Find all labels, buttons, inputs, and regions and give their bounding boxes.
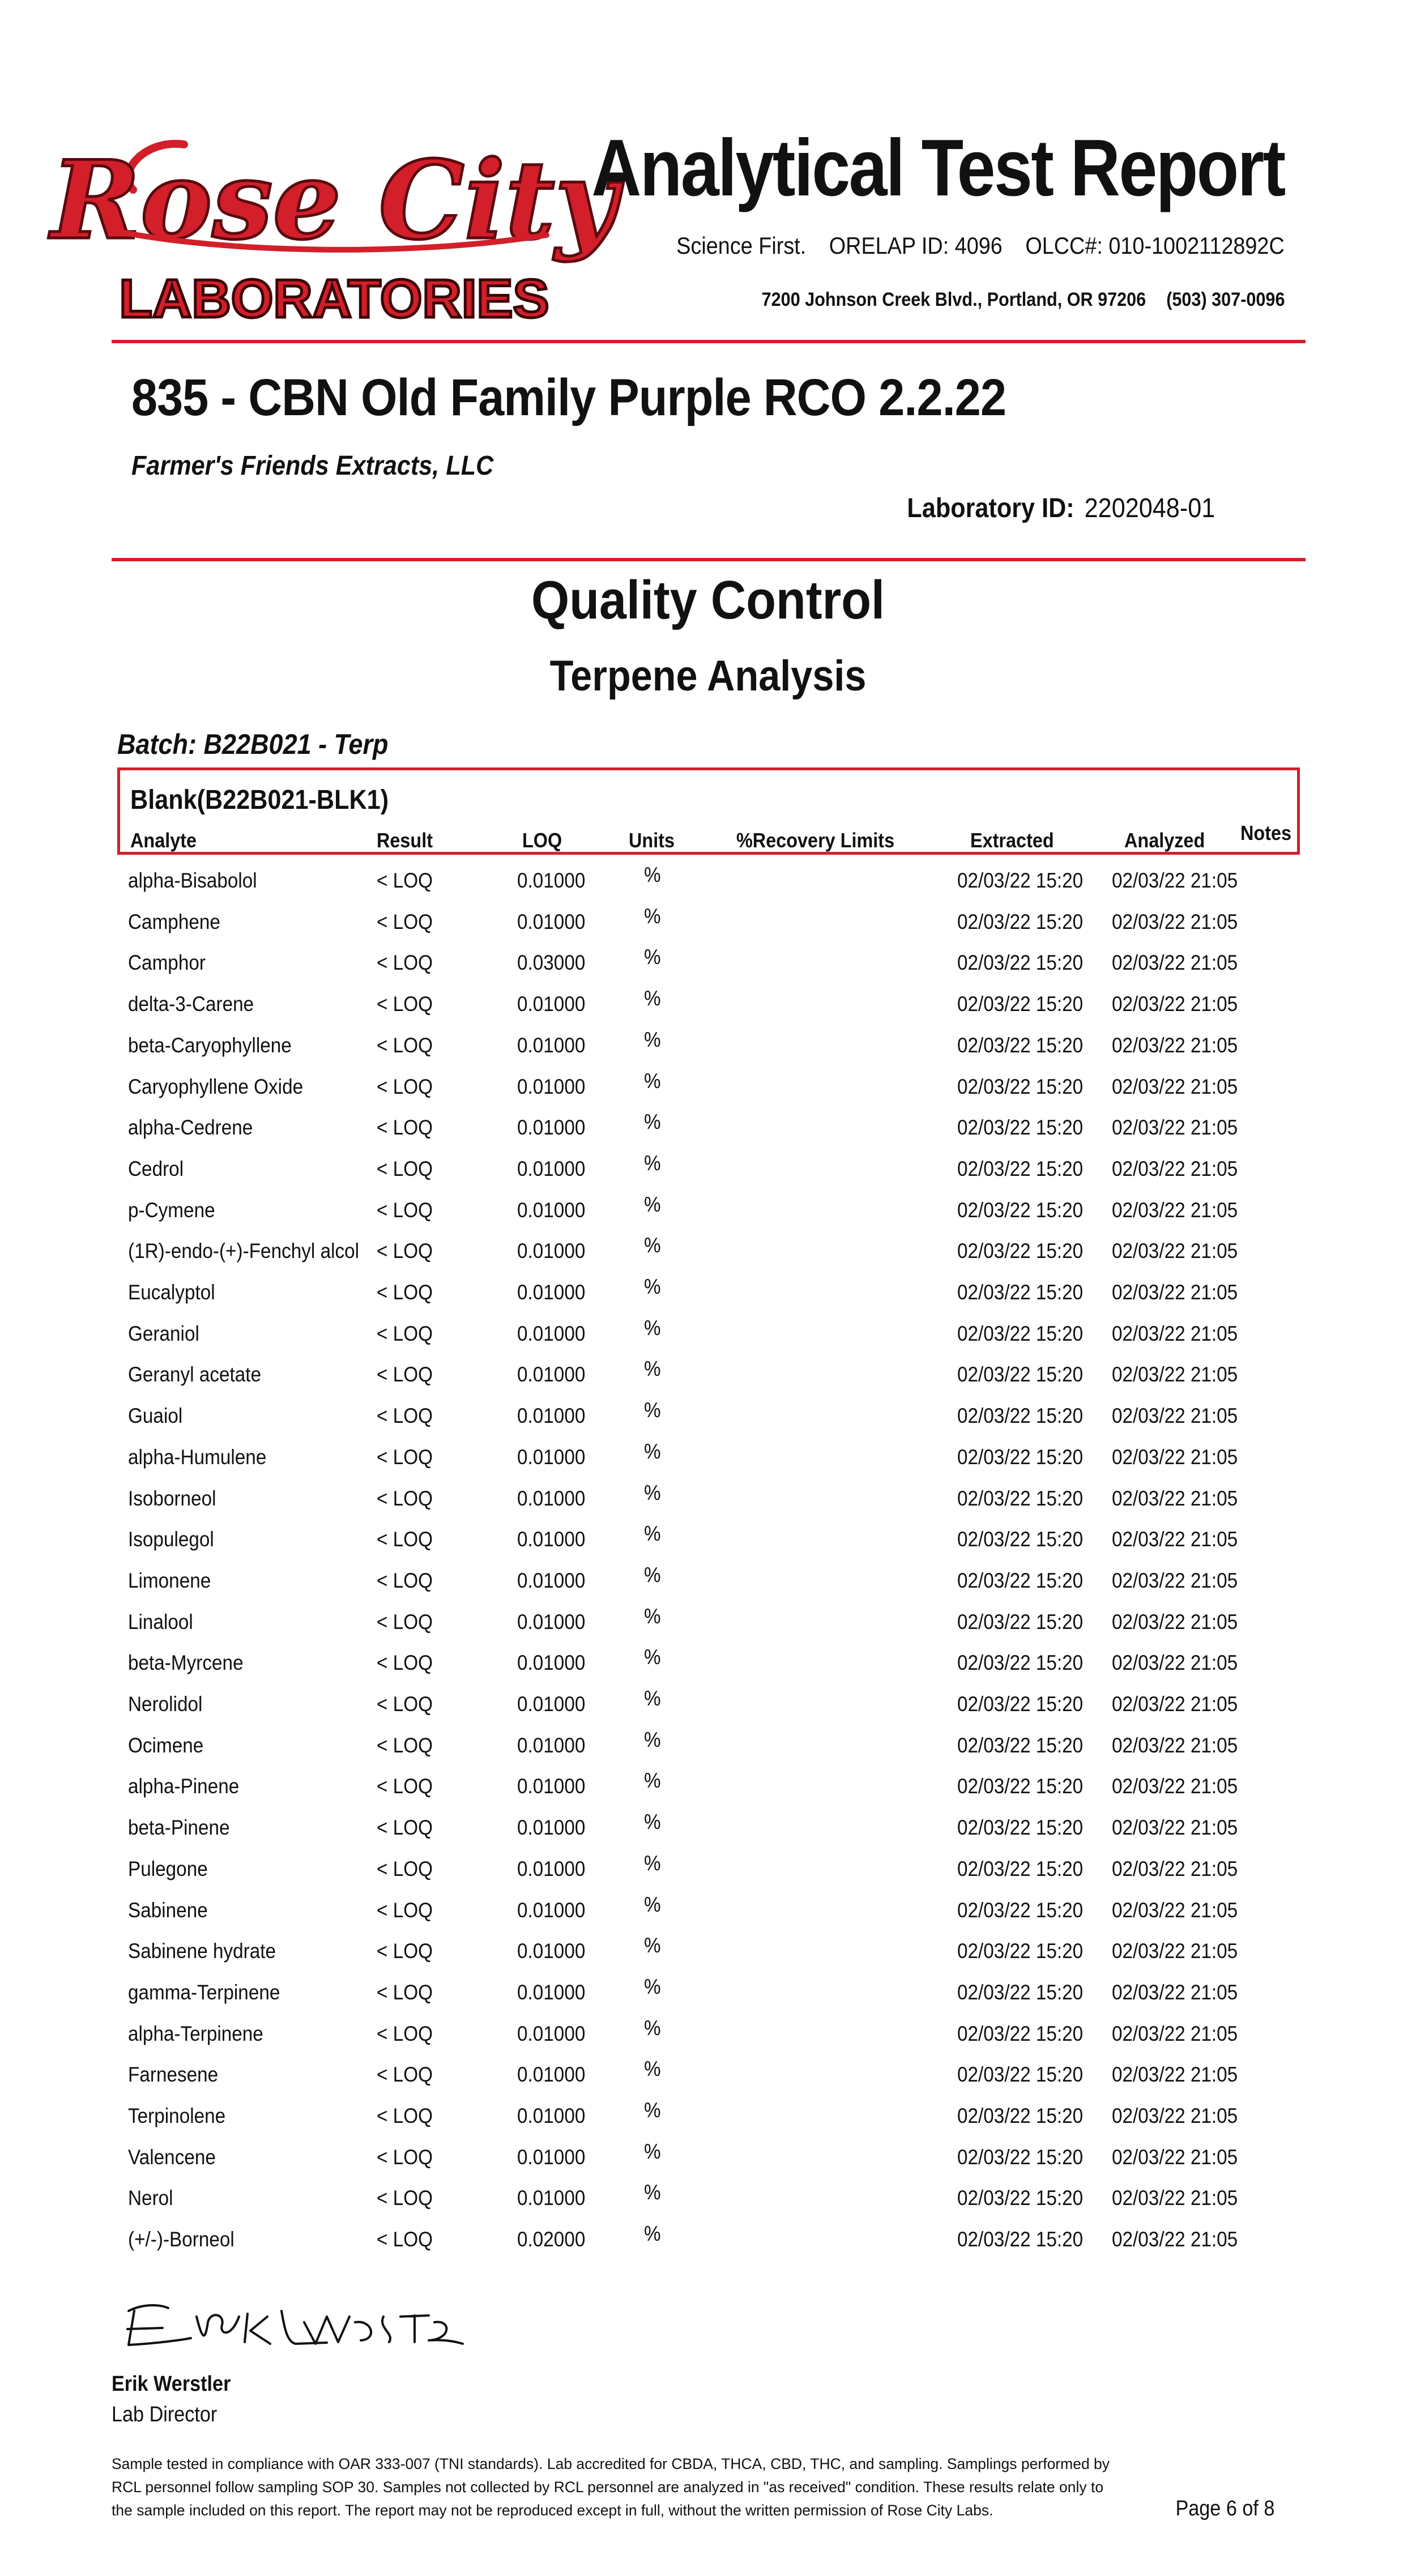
analyte-cell: (+/-)-Borneol xyxy=(128,2228,234,2251)
rose-city-logo xyxy=(50,105,618,331)
analyzed-cell: 02/03/22 21:05 xyxy=(1112,2186,1238,2210)
laboratory-id-label: Laboratory ID: xyxy=(907,493,1074,523)
loq-cell: 0.01000 xyxy=(517,2186,586,2210)
analyte-cell: Terpinolene xyxy=(128,2104,226,2127)
header-divider xyxy=(112,340,1306,343)
table-row xyxy=(0,2220,1416,2261)
analyzed-cell: 02/03/22 21:05 xyxy=(1112,1528,1238,1551)
analyzed-cell: 02/03/22 21:05 xyxy=(1112,2021,1238,2045)
client-name: Farmer's Friends Extracts, LLC xyxy=(131,451,494,481)
result-cell: < LOQ xyxy=(377,1239,433,1263)
orelap-id: ORELAP ID: 4096 xyxy=(829,232,1003,259)
analyzed-cell: 02/03/22 21:05 xyxy=(1112,1816,1238,1840)
loq-cell: 0.01000 xyxy=(517,1528,586,1551)
result-cell: < LOQ xyxy=(377,2104,433,2127)
analyte-cell: alpha-Cedrene xyxy=(128,1116,253,1140)
analyzed-cell: 02/03/22 21:05 xyxy=(1112,1198,1238,1222)
result-cell: < LOQ xyxy=(377,1198,433,1222)
table-row xyxy=(0,1108,1416,1149)
table-row xyxy=(0,2178,1416,2219)
extracted-cell: 02/03/22 15:20 xyxy=(957,1610,1084,1634)
result-cell: < LOQ xyxy=(377,910,433,933)
extracted-cell: 02/03/22 15:20 xyxy=(957,1445,1084,1469)
col-header-analyte: Analyte xyxy=(130,829,197,852)
loq-cell: 0.01000 xyxy=(517,1939,586,1963)
loq-cell: 0.01000 xyxy=(517,2145,586,2169)
analyzed-cell: 02/03/22 21:05 xyxy=(1112,1281,1238,1304)
extracted-cell: 02/03/22 15:20 xyxy=(957,2186,1084,2210)
table-row xyxy=(0,1643,1416,1684)
units-cell: % xyxy=(644,1316,661,1340)
result-cell: < LOQ xyxy=(377,951,433,975)
loq-cell: 0.01000 xyxy=(517,1857,586,1880)
analyte-cell: beta-Pinene xyxy=(128,1816,230,1840)
units-cell: % xyxy=(644,945,661,969)
lab-address: 7200 Johnson Creek Blvd., Portland, OR 97206 xyxy=(761,289,1146,310)
table-row xyxy=(0,1067,1416,1108)
extracted-cell: 02/03/22 15:20 xyxy=(957,1939,1084,1963)
loq-cell: 0.01000 xyxy=(517,1033,586,1057)
units-cell: % xyxy=(644,1604,661,1628)
table-row xyxy=(0,1149,1416,1190)
analyte-cell: beta-Myrcene xyxy=(128,1651,244,1675)
extracted-cell: 02/03/22 15:20 xyxy=(957,1404,1084,1428)
analyzed-cell: 02/03/22 21:05 xyxy=(1112,1074,1238,1098)
result-cell: < LOQ xyxy=(377,1651,433,1675)
extracted-cell: 02/03/22 15:20 xyxy=(957,1074,1084,1098)
loq-cell: 0.01000 xyxy=(517,1980,586,2004)
analyte-cell: Geraniol xyxy=(128,1321,199,1345)
analyte-cell: Nerol xyxy=(128,2186,173,2210)
analyzed-cell: 02/03/22 21:05 xyxy=(1112,2145,1238,2169)
extracted-cell: 02/03/22 15:20 xyxy=(957,1692,1084,1716)
table-row xyxy=(0,1314,1416,1355)
analyzed-cell: 02/03/22 21:05 xyxy=(1112,2063,1238,2087)
units-cell: % xyxy=(644,1069,661,1093)
section-title: Quality Control xyxy=(531,570,885,630)
analyzed-cell: 02/03/22 21:05 xyxy=(1112,910,1238,933)
result-cell: < LOQ xyxy=(377,1486,433,1510)
product-name: 835 - CBN Old Family Purple RCO 2.2.22 xyxy=(131,369,1006,427)
table-row xyxy=(0,2138,1416,2178)
result-cell: < LOQ xyxy=(377,1074,433,1098)
tagline: Science First. xyxy=(676,232,807,259)
analyzed-cell: 02/03/22 21:05 xyxy=(1112,1733,1238,1757)
analyzed-cell: 02/03/22 21:05 xyxy=(1112,1939,1238,1963)
units-cell: % xyxy=(644,1357,661,1381)
result-cell: < LOQ xyxy=(377,1816,433,1840)
compliance-note: Sample tested in compliance with OAR 333-007 (TNI standards). Lab accredited for CBDA, THCA, CBD, THC, and sampling. Samplings performed by RCL personnel follow sampling SOP 30. Samples not collected by RCL personnel are analyzed in "as received" condition. These results relate only to the sample included on this report. The report may not be reproduced except in full, without the written permission of Rose City Labs. xyxy=(112,2455,1110,2519)
extracted-cell: 02/03/22 15:20 xyxy=(957,1857,1084,1880)
result-cell: < LOQ xyxy=(377,1898,433,1922)
table-row xyxy=(0,1767,1416,1807)
analyzed-cell: 02/03/22 21:05 xyxy=(1112,1486,1238,1510)
analyte-cell: Eucalyptol xyxy=(128,1281,215,1304)
analyzed-cell: 02/03/22 21:05 xyxy=(1112,1651,1238,1675)
units-cell: % xyxy=(644,1110,661,1134)
analyzed-cell: 02/03/22 21:05 xyxy=(1112,1445,1238,1469)
table-row xyxy=(0,2014,1416,2055)
table-row xyxy=(0,943,1416,984)
loq-cell: 0.01000 xyxy=(517,1486,586,1510)
laboratory-id-value: 2202048-01 xyxy=(1084,493,1215,523)
svg-text:Rose City: Rose City xyxy=(50,137,618,263)
units-cell: % xyxy=(644,1398,661,1422)
extracted-cell: 02/03/22 15:20 xyxy=(957,1033,1084,1057)
extracted-cell: 02/03/22 15:20 xyxy=(957,1816,1084,1840)
result-cell: < LOQ xyxy=(377,1321,433,1345)
extracted-cell: 02/03/22 15:20 xyxy=(957,2228,1084,2251)
analyte-cell: Guaiol xyxy=(128,1404,183,1428)
extracted-cell: 02/03/22 15:20 xyxy=(957,1980,1084,2004)
analyte-cell: p-Cymene xyxy=(128,1198,215,1222)
loq-cell: 0.01000 xyxy=(517,2021,586,2045)
loq-cell: 0.01000 xyxy=(517,1239,586,1263)
loq-cell: 0.01000 xyxy=(517,910,586,933)
table-row xyxy=(0,1973,1416,2014)
units-cell: % xyxy=(644,1027,661,1051)
table-row xyxy=(0,1231,1416,1272)
loq-cell: 0.01000 xyxy=(517,992,586,1016)
analyzed-cell: 02/03/22 21:05 xyxy=(1112,1404,1238,1428)
result-cell: < LOQ xyxy=(377,1033,433,1057)
analyzed-cell: 02/03/22 21:05 xyxy=(1112,951,1238,975)
extracted-cell: 02/03/22 15:20 xyxy=(957,2021,1084,2045)
extracted-cell: 02/03/22 15:20 xyxy=(957,1528,1084,1551)
result-cell: < LOQ xyxy=(377,2228,433,2251)
analyte-cell: Limonene xyxy=(128,1568,211,1592)
table-row xyxy=(0,1355,1416,1396)
units-cell: % xyxy=(644,1234,661,1257)
col-header-loq: LOQ xyxy=(522,829,562,852)
table-row xyxy=(0,1561,1416,1602)
loq-cell: 0.01000 xyxy=(517,1816,586,1840)
extracted-cell: 02/03/22 15:20 xyxy=(957,1775,1084,1798)
extracted-cell: 02/03/22 15:20 xyxy=(957,1157,1084,1180)
table-row xyxy=(0,1684,1416,1725)
extracted-cell: 02/03/22 15:20 xyxy=(957,1239,1084,1263)
extracted-cell: 02/03/22 15:20 xyxy=(957,2145,1084,2169)
units-cell: % xyxy=(644,2139,661,2163)
analyte-cell: Nerolidol xyxy=(128,1692,203,1716)
units-cell: % xyxy=(644,904,661,928)
extracted-cell: 02/03/22 15:20 xyxy=(957,1321,1084,1345)
result-cell: < LOQ xyxy=(377,992,433,1016)
units-cell: % xyxy=(644,863,661,886)
analyte-cell: Camphor xyxy=(128,951,206,975)
analyzed-cell: 02/03/22 21:05 xyxy=(1112,869,1238,892)
olcc-number: OLCC#: 010-1002112892C xyxy=(1025,232,1285,259)
signer-title: Lab Director xyxy=(112,2403,217,2426)
extracted-cell: 02/03/22 15:20 xyxy=(957,2063,1084,2087)
analyte-cell: Farnesene xyxy=(128,2063,219,2087)
units-cell: % xyxy=(644,1275,661,1298)
result-cell: < LOQ xyxy=(377,1157,433,1180)
loq-cell: 0.01000 xyxy=(517,1198,586,1222)
units-cell: % xyxy=(644,1151,661,1175)
extracted-cell: 02/03/22 15:20 xyxy=(957,1198,1084,1222)
analyzed-cell: 02/03/22 21:05 xyxy=(1112,1775,1238,1798)
units-cell: % xyxy=(644,1687,661,1710)
loq-cell: 0.01000 xyxy=(517,1445,586,1469)
result-cell: < LOQ xyxy=(377,1939,433,1963)
units-cell: % xyxy=(644,1769,661,1793)
result-cell: < LOQ xyxy=(377,1404,433,1428)
units-cell: % xyxy=(644,2099,661,2122)
result-cell: < LOQ xyxy=(377,1528,433,1551)
analyte-cell: (1R)-endo-(+)-Fenchyl alcol xyxy=(128,1239,360,1263)
analyte-cell: Pulegone xyxy=(128,1857,208,1880)
extracted-cell: 02/03/22 15:20 xyxy=(957,1486,1084,1510)
sample-divider xyxy=(112,558,1306,561)
table-row xyxy=(0,1602,1416,1643)
analyte-cell: Ocimene xyxy=(128,1733,204,1757)
analyte-cell: Isopulegol xyxy=(128,1528,214,1551)
loq-cell: 0.01000 xyxy=(517,1281,586,1304)
extracted-cell: 02/03/22 15:20 xyxy=(957,1733,1084,1757)
analyzed-cell: 02/03/22 21:05 xyxy=(1112,1898,1238,1922)
report-title: Analytical Test Report xyxy=(591,123,1285,213)
result-cell: < LOQ xyxy=(377,2186,433,2210)
analyzed-cell: 02/03/22 21:05 xyxy=(1112,1116,1238,1140)
analyzed-cell: 02/03/22 21:05 xyxy=(1112,1239,1238,1263)
loq-cell: 0.01000 xyxy=(517,1321,586,1345)
units-cell: % xyxy=(644,1563,661,1586)
units-cell: % xyxy=(644,1192,661,1216)
table-row xyxy=(0,984,1416,1025)
loq-cell: 0.01000 xyxy=(517,1651,586,1675)
result-cell: < LOQ xyxy=(377,2063,433,2087)
loq-cell: 0.01000 xyxy=(517,1404,586,1428)
analyzed-cell: 02/03/22 21:05 xyxy=(1112,1610,1238,1634)
units-cell: % xyxy=(644,1892,661,1916)
analyte-cell: alpha-Pinene xyxy=(128,1775,240,1798)
lab-credentials xyxy=(677,232,1285,259)
analyte-cell: Isoborneol xyxy=(128,1486,216,1510)
loq-cell: 0.01000 xyxy=(517,1775,586,1798)
units-cell: % xyxy=(644,1810,661,1834)
result-cell: < LOQ xyxy=(377,1363,433,1387)
result-cell: < LOQ xyxy=(377,1857,433,1880)
director-signature xyxy=(112,2277,468,2356)
extracted-cell: 02/03/22 15:20 xyxy=(957,869,1084,892)
table-row xyxy=(0,2055,1416,2096)
extracted-cell: 02/03/22 15:20 xyxy=(957,910,1084,933)
extracted-cell: 02/03/22 15:20 xyxy=(957,1281,1084,1304)
loq-cell: 0.03000 xyxy=(517,951,586,975)
result-cell: < LOQ xyxy=(377,869,433,892)
extracted-cell: 02/03/22 15:20 xyxy=(957,1651,1084,1675)
svg-text:LABORATORIES: LABORATORIES xyxy=(119,268,549,329)
table-row xyxy=(0,1849,1416,1890)
units-cell: % xyxy=(644,2181,661,2204)
result-cell: < LOQ xyxy=(377,2145,433,2169)
analyzed-cell: 02/03/22 21:05 xyxy=(1112,1157,1238,1180)
result-cell: < LOQ xyxy=(377,1610,433,1634)
col-header-notes: Notes xyxy=(1240,821,1292,845)
table-row xyxy=(0,1891,1416,1931)
col-header-recovery: %Recovery Limits xyxy=(736,829,895,852)
units-cell: % xyxy=(644,2016,661,2040)
loq-cell: 0.01000 xyxy=(517,1363,586,1387)
units-cell: % xyxy=(644,2222,661,2246)
analyte-cell: delta-3-Carene xyxy=(128,992,254,1016)
batch-label: Batch: B22B021 - Terp xyxy=(117,728,389,760)
loq-cell: 0.01000 xyxy=(517,2104,586,2127)
analyzed-cell: 02/03/22 21:05 xyxy=(1112,1857,1238,1880)
extracted-cell: 02/03/22 15:20 xyxy=(957,2104,1084,2127)
blank-id: Blank(B22B021-BLK1) xyxy=(130,785,389,815)
table-row xyxy=(0,861,1416,902)
loq-cell: 0.01000 xyxy=(517,1692,586,1716)
table-row xyxy=(0,1438,1416,1478)
analyte-cell: Cedrol xyxy=(128,1157,184,1180)
loq-cell: 0.01000 xyxy=(517,869,586,892)
result-cell: < LOQ xyxy=(377,1775,433,1798)
units-cell: % xyxy=(644,1522,661,1546)
extracted-cell: 02/03/22 15:20 xyxy=(957,951,1084,975)
result-cell: < LOQ xyxy=(377,1692,433,1716)
analyte-cell: Camphene xyxy=(128,910,220,933)
loq-cell: 0.02000 xyxy=(517,2228,586,2251)
table-row xyxy=(0,1396,1416,1437)
loq-cell: 0.01000 xyxy=(517,1610,586,1634)
units-cell: % xyxy=(644,1974,661,1998)
loq-cell: 0.01000 xyxy=(517,1898,586,1922)
col-header-units: Units xyxy=(629,829,675,852)
table-row xyxy=(0,1931,1416,1972)
analyte-cell: alpha-Humulene xyxy=(128,1445,267,1469)
col-header-extracted: Extracted xyxy=(970,829,1054,852)
analyte-cell: alpha-Bisabolol xyxy=(128,869,257,892)
col-header-analyzed: Analyzed xyxy=(1124,829,1205,852)
analyzed-cell: 02/03/22 21:05 xyxy=(1112,1568,1238,1592)
analyte-cell: Sabinene hydrate xyxy=(128,1939,276,1963)
col-header-result: Result xyxy=(377,829,433,852)
analyte-cell: gamma-Terpinene xyxy=(128,1980,280,2004)
section-subtitle: Terpene Analysis xyxy=(549,652,867,700)
result-cell: < LOQ xyxy=(377,1980,433,2004)
extracted-cell: 02/03/22 15:20 xyxy=(957,1363,1084,1387)
analyzed-cell: 02/03/22 21:05 xyxy=(1112,1980,1238,2004)
table-row xyxy=(0,1726,1416,1767)
extracted-cell: 02/03/22 15:20 xyxy=(957,992,1084,1016)
units-cell: % xyxy=(644,1728,661,1751)
analyzed-cell: 02/03/22 21:05 xyxy=(1112,2228,1238,2251)
table-row xyxy=(0,1520,1416,1560)
units-cell: % xyxy=(644,1439,661,1463)
analyzed-cell: 02/03/22 21:05 xyxy=(1112,1321,1238,1345)
analyzed-cell: 02/03/22 21:05 xyxy=(1112,992,1238,1016)
table-row xyxy=(0,2096,1416,2137)
table-row xyxy=(0,1479,1416,1520)
table-row xyxy=(0,1026,1416,1067)
laboratory-id xyxy=(907,493,1215,524)
loq-cell: 0.01000 xyxy=(517,2063,586,2087)
loq-cell: 0.01000 xyxy=(517,1568,586,1592)
lab-contact xyxy=(761,289,1285,311)
loq-cell: 0.01000 xyxy=(517,1116,586,1140)
units-cell: % xyxy=(644,1851,661,1875)
analyte-cell: Caryophyllene Oxide xyxy=(128,1074,304,1098)
extracted-cell: 02/03/22 15:20 xyxy=(957,1116,1084,1140)
analyzed-cell: 02/03/22 21:05 xyxy=(1112,1033,1238,1057)
page-number: Page 6 of 8 xyxy=(1175,2497,1274,2520)
units-cell: % xyxy=(644,1645,661,1669)
extracted-cell: 02/03/22 15:20 xyxy=(957,1568,1084,1592)
units-cell: % xyxy=(644,1481,661,1504)
analyzed-cell: 02/03/22 21:05 xyxy=(1112,1692,1238,1716)
table-row xyxy=(0,1191,1416,1231)
units-cell: % xyxy=(644,2057,661,2081)
table-row xyxy=(0,1808,1416,1849)
loq-cell: 0.01000 xyxy=(517,1157,586,1180)
analyte-cell: Valencene xyxy=(128,2145,216,2169)
analyte-cell: Linalool xyxy=(128,1610,193,1634)
result-cell: < LOQ xyxy=(377,1116,433,1140)
result-cell: < LOQ xyxy=(377,2021,433,2045)
units-cell: % xyxy=(644,1934,661,1957)
analyte-cell: Sabinene xyxy=(128,1898,208,1922)
loq-cell: 0.01000 xyxy=(517,1074,586,1098)
result-cell: < LOQ xyxy=(377,1445,433,1469)
result-cell: < LOQ xyxy=(377,1281,433,1304)
signer-name: Erik Werstler xyxy=(112,2372,231,2396)
units-cell: % xyxy=(644,987,661,1010)
analyte-cell: alpha-Terpinene xyxy=(128,2021,263,2045)
lab-phone: (503) 307-0096 xyxy=(1166,289,1285,310)
result-cell: < LOQ xyxy=(377,1568,433,1592)
analyzed-cell: 02/03/22 21:05 xyxy=(1112,1363,1238,1387)
table-row xyxy=(0,902,1416,943)
analyzed-cell: 02/03/22 21:05 xyxy=(1112,2104,1238,2127)
loq-cell: 0.01000 xyxy=(517,1733,586,1757)
analyte-cell: Geranyl acetate xyxy=(128,1363,262,1387)
result-cell: < LOQ xyxy=(377,1733,433,1757)
extracted-cell: 02/03/22 15:20 xyxy=(957,1898,1084,1922)
table-row xyxy=(0,1273,1416,1313)
analyte-cell: beta-Caryophyllene xyxy=(128,1033,292,1057)
